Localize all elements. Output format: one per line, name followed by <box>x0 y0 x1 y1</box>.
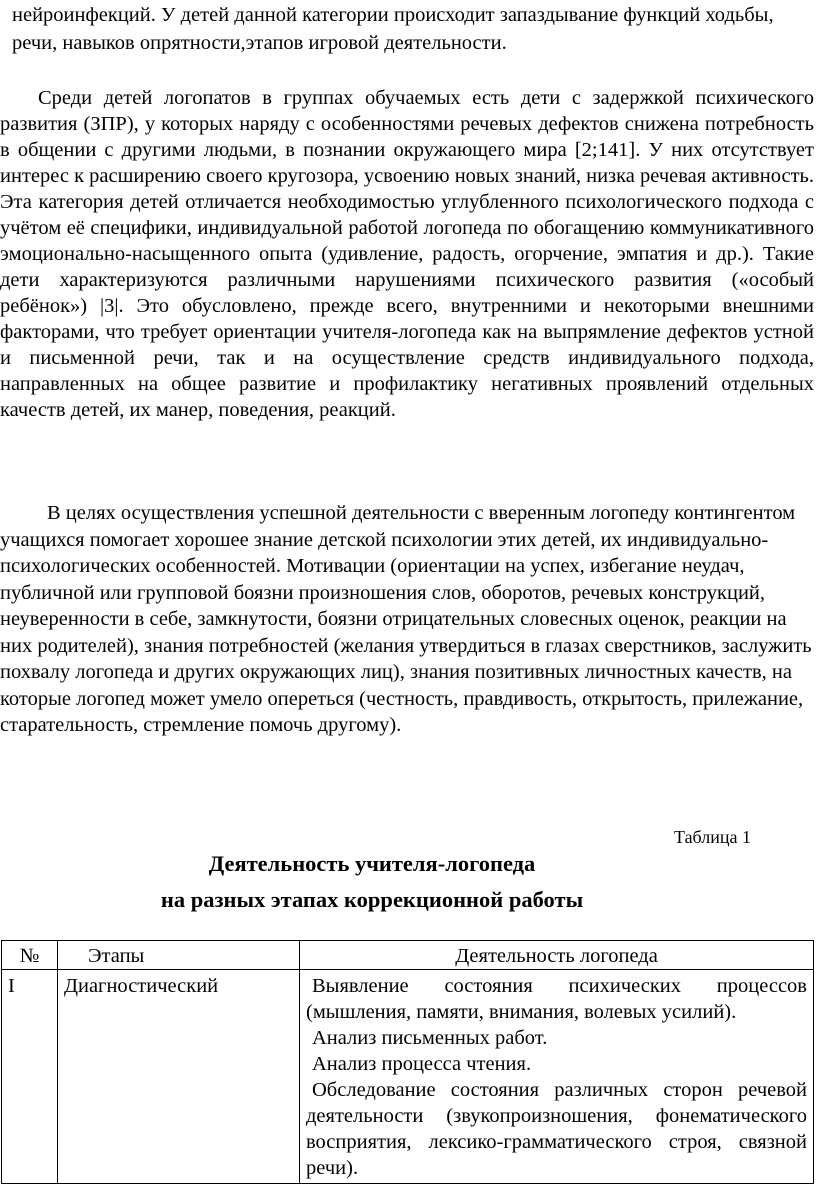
row-activities <box>300 970 814 1184</box>
activity-item: Обследование состояния различных сторон речевой деятельности (звукопроизношения, фонематического восприятия, лексико-грамматического строя, связной речи). <box>306 1079 807 1179</box>
activity-item: Анализ процесса чтения. <box>312 1053 532 1075</box>
table-title <box>0 846 744 918</box>
table-title-line-1: Деятельность учителя-логопеда <box>208 851 536 876</box>
paragraph-goals: В целях осуществления успешной деятельности с вверенным логопеду контингентом учащихся помогает хорошее знание детской психологии этих детей, их индивидуально-психологических особенностей. Мотивации (ориентации на успех, избегание неудач, публичной или групповой боязни произношения слов, оборотов, речевых конструкций, неуверенности в себе, замкнутости, боязни отрицательных словесных оценок, реакции на них родителей), знания потребностей (желания утвердиться в глазах сверстников, заслужить похвалу логопеда и других окружающих лиц), знания позитивных личностных качеств, на которые логопед может умело опереться (честность, правдивость, открытость, прилежание, старательность, стремление помочь другому). <box>0 502 812 736</box>
header-number: № <box>2 941 58 970</box>
header-activity: Деятельность логопеда <box>300 941 814 970</box>
activity-item: Выявление состояния психических процессов (мышления, памяти, внимания, волевых усилий). <box>306 975 807 1023</box>
table-title-line-2: на разных этапах коррекционной работы <box>160 887 584 912</box>
table-label: Таблица 1 <box>674 827 751 847</box>
paragraph-zpr: Среди детей логопатов в группах обучаемых есть дети с задержкой психического развития (ЗПР), у которых наряду с особенностями речевых дефектов снижена потребность в общении с другими людьми, в познании окружающего мира [2;141]. У них отсутствует интерес к расширению своего кругозора, усвоению новых знаний, низка речевая активность. Эта категория детей отличается необходимостью углубленного психологического подхода с учётом её специфики, индивидуальной работой логопеда по обогащению коммуникативного эмоционально-насыщенного опыта (удивление, радость, огорчение, эмпатия и др.). Такие дети характеризуются различными нарушениями психического развития («особый ребёнок») |3|. Это обусловлено, прежде всего, внутренними и некоторыми внешними факторами, что требует ориентации учителя-логопеда как на выпрямление дефектов устной и письменной речи, так и на осуществление средств индивидуального подхода, направленных на общее развитие и профилактику негативных проявлений отдельных качеств детей, их манер, поведения, реакций. <box>0 87 814 421</box>
row-number: I <box>2 970 58 1184</box>
table-header-row <box>2 941 814 970</box>
stages-table <box>1 940 814 1184</box>
table-row <box>2 970 814 1184</box>
row-stage: Диагностический <box>58 970 300 1184</box>
activity-item: Анализ письменных работ. <box>312 1027 548 1049</box>
intro-paragraph: нейроинфекций. У детей данной категории происходит запаздывание функций ходьбы, речи, навыков опрятности,этапов игровой деятельности. <box>12 4 774 54</box>
header-stages: Этапы <box>58 941 300 970</box>
